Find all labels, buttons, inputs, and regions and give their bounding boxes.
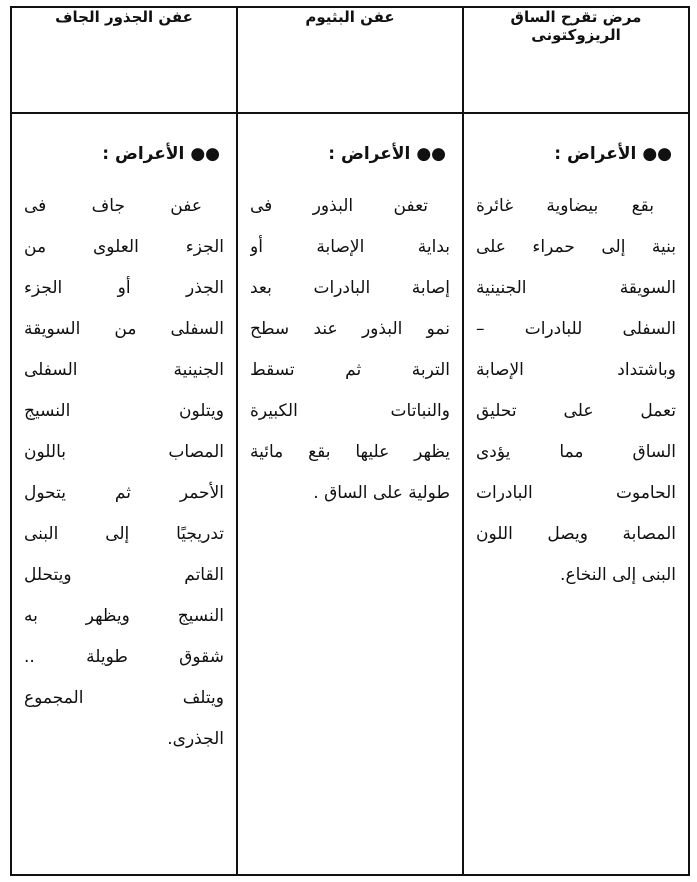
text-line: تعفن البذور فى <box>250 196 428 216</box>
text-line: الجنينية السفلى <box>24 360 224 380</box>
bullet-dots-icon: ●● <box>190 144 220 164</box>
cell-dry-root-rot <box>11 113 237 875</box>
text-line: السويقة الجنينية <box>476 278 676 298</box>
text-line: الساق مما يؤدى <box>476 442 676 462</box>
text-line: المصاب باللون <box>24 442 224 462</box>
header-dry-root-rot: عفن الجذور الجاف <box>11 7 237 113</box>
text-line: تدريجيًا إلى البنى <box>24 524 224 544</box>
text-line: عفن جاف فى <box>24 196 202 216</box>
text-line: النسيج ويظهر به <box>24 606 224 626</box>
text-line: بقع بيضاوية غائرة <box>476 196 654 216</box>
text-line: تعمل على تحليق <box>476 401 676 421</box>
text-line: وباشتداد الإصابة <box>476 360 676 380</box>
header-row <box>11 7 689 113</box>
cell-rhizoctonia <box>463 113 689 875</box>
header-pythium: عفن البثيوم <box>237 7 463 113</box>
bullet-dots-icon: ●● <box>642 144 672 164</box>
symptoms-heading <box>254 144 446 164</box>
body-row <box>11 113 689 875</box>
text-line: بداية الإصابة أو <box>250 237 450 257</box>
text-line: إصابة البادرات بعد <box>250 278 450 298</box>
symptoms-heading <box>480 144 672 164</box>
text-line: السفلى للبادرات – <box>476 319 676 339</box>
text-line: السفلى من السويقة <box>24 319 224 339</box>
text-line: نمو البذور عند سطح <box>250 319 450 339</box>
text-line: بنية إلى حمراء على <box>476 237 676 257</box>
header-rhizoctonia: مرض تقرح الساق الريزوكتونى <box>463 7 689 113</box>
disease-symptoms-table <box>10 6 690 876</box>
symptoms-label: الأعراض : <box>102 144 185 164</box>
cell-pythium <box>237 113 463 875</box>
text-line: الجذر أو الجزء <box>24 278 224 298</box>
text-line: والنباتات الكبيرة <box>250 401 450 421</box>
text-line: طولية على الساق . <box>313 483 450 503</box>
document-page <box>10 6 688 876</box>
symptoms-label: الأعراض : <box>554 144 637 164</box>
text-line: ويتلف المجموع <box>24 688 224 708</box>
text-line: القاتم ويتحلل <box>24 565 224 585</box>
text-line: ويتلون النسيج <box>24 401 224 421</box>
text-line: الجزء العلوى من <box>24 237 224 257</box>
symptoms-heading <box>28 144 220 164</box>
text-line: البنى إلى النخاع. <box>560 565 676 585</box>
text-line: شقوق طويلة .. <box>24 647 224 667</box>
bullet-dots-icon: ●● <box>416 144 446 164</box>
text-line: المصابة ويصل اللون <box>476 524 676 544</box>
text-line: التربة ثم تسقط <box>250 360 450 380</box>
symptoms-label: الأعراض : <box>328 144 411 164</box>
text-line: يظهر عليها بقع مائية <box>250 442 450 462</box>
text-line: الأحمر ثم يتحول <box>24 483 224 503</box>
text-line: الجذرى. <box>167 729 224 749</box>
text-line: الحاموت البادرات <box>476 483 676 503</box>
